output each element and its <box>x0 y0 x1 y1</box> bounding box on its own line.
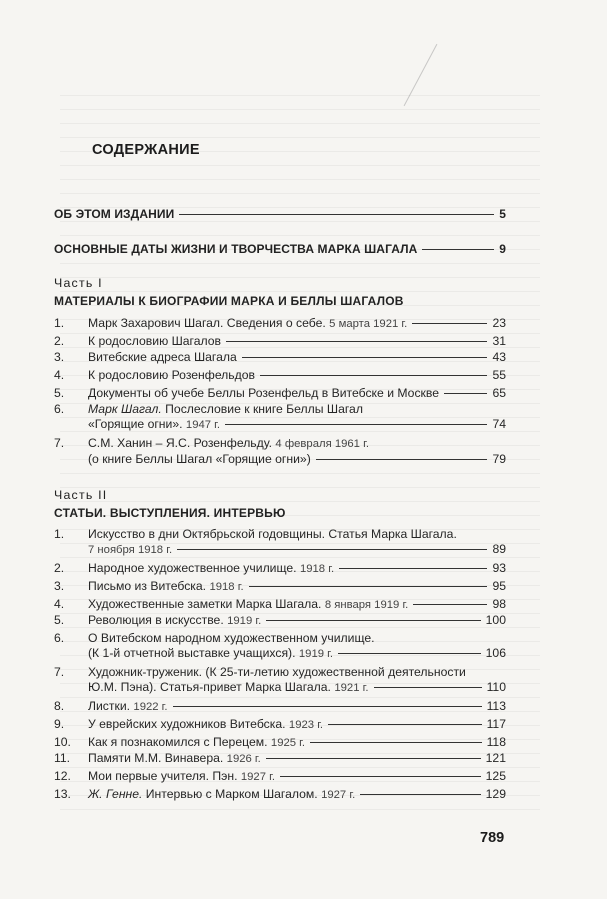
leader-line <box>413 604 487 605</box>
entry-line <box>88 316 506 332</box>
entry-line <box>88 386 506 401</box>
toc-entry-about-edition <box>54 207 506 222</box>
leader-line <box>328 724 481 725</box>
entry-number: 5. <box>54 613 65 627</box>
entry-line <box>88 735 506 751</box>
entry-number: 5. <box>54 386 65 400</box>
toc-entry <box>54 613 506 629</box>
entry-date: 5 марта 1921 г. <box>329 318 408 330</box>
entry-text: Ю.М. Пэна). Статья-привет Марка Шагала. <box>88 680 331 694</box>
entry-number: 4. <box>54 597 65 611</box>
entry-title <box>88 417 220 433</box>
entry-line <box>88 751 506 767</box>
entry-page: 98 <box>492 597 506 611</box>
entry-page: 23 <box>492 316 506 330</box>
entry-line <box>88 402 506 417</box>
author-name: Марк Шагал. <box>88 402 162 416</box>
entry-page: 5 <box>499 207 506 221</box>
entry-date: 1927 г. <box>321 789 356 801</box>
toc-entry <box>54 751 506 767</box>
entry-line <box>88 417 506 433</box>
entry-line <box>88 613 506 629</box>
entry-title <box>88 386 439 401</box>
entry-page: 121 <box>485 751 506 765</box>
entry-date: 1921 г. <box>334 682 369 694</box>
entry-text: Памяти М.М. Винавера. <box>88 751 224 765</box>
leader-line <box>226 341 487 342</box>
entry-line <box>88 665 506 680</box>
entry-text: Как я познакомился с Перецем. <box>88 735 268 749</box>
toc-entry <box>54 787 506 803</box>
leader-line <box>412 323 487 324</box>
entry-title <box>88 542 172 558</box>
entry-title <box>88 436 369 452</box>
entry-line <box>88 646 506 662</box>
entry-line <box>88 769 506 785</box>
page-number: 789 <box>480 830 505 846</box>
entry-date: 1922 г. <box>133 701 168 713</box>
entry-number: 13. <box>54 787 71 801</box>
author-name: Ж. Генне. <box>88 787 143 801</box>
entry-title <box>88 368 255 383</box>
toc-entry <box>54 334 506 349</box>
entry-number: 1. <box>54 527 65 541</box>
entry-number: 4. <box>54 368 65 382</box>
entry-page: 125 <box>485 769 506 783</box>
entry-text: Революция в искусстве. <box>88 613 224 627</box>
entry-date: 1918 г. <box>299 563 335 575</box>
entry-number: 2. <box>54 561 65 575</box>
entry-title <box>88 579 244 595</box>
entry-text: Искусство в дни Октябрьской годовщины. Статья Марка Шагала. <box>88 527 457 541</box>
entry-date: 1925 г. <box>270 737 306 749</box>
entry-line <box>88 436 506 452</box>
toc-entry <box>54 579 506 595</box>
leader-line <box>266 758 481 759</box>
leader-line <box>316 459 488 460</box>
entry-number: 2. <box>54 334 65 348</box>
toc-entry <box>54 769 506 785</box>
entry-text: Листки. <box>88 699 131 713</box>
entry-text: Художник-труженик. (К 25-ти-летию художественной деятельности <box>88 665 466 679</box>
entry-text: Марк Захарович Шагал. Сведения о себе. <box>88 316 326 330</box>
toc-entry <box>54 631 506 662</box>
leader-line <box>266 620 480 621</box>
toc-entry <box>54 527 506 558</box>
leader-line <box>338 653 481 654</box>
entry-text: С.М. Ханин – Я.С. Розенфельду. <box>88 436 273 450</box>
entry-title <box>88 717 323 733</box>
entry-title <box>88 402 363 417</box>
entry-page: 89 <box>492 542 506 556</box>
entry-page: 117 <box>486 717 506 731</box>
entry-title <box>88 561 334 577</box>
entry-line <box>88 579 506 595</box>
entry-number: 7. <box>54 665 65 679</box>
leader-line <box>339 568 487 569</box>
toc-entry <box>54 597 506 613</box>
entry-date: 1923 г. <box>288 719 324 731</box>
leader-line <box>260 375 487 376</box>
toc-entry <box>54 368 506 383</box>
entry-text: Мои первые учителя. Пэн. <box>88 769 238 783</box>
toc-entry <box>54 735 506 751</box>
toc-entry <box>54 316 506 332</box>
entry-date: 7 ноября 1918 г. <box>88 544 173 556</box>
entry-text: Витебские адреса Шагала <box>88 350 237 364</box>
entry-text: Письмо из Витебска. <box>88 579 207 593</box>
toc-entry <box>54 561 506 577</box>
leader-line <box>374 687 482 688</box>
toc-entry <box>54 436 506 467</box>
entry-date: 8 января 1919 г. <box>324 599 409 611</box>
entry-page: 9 <box>499 242 506 256</box>
entry-line <box>88 452 506 467</box>
entry-number: 11. <box>54 751 71 765</box>
leader-line <box>422 249 494 250</box>
entry-page: 74 <box>492 417 506 431</box>
entry-date: 1918 г. <box>209 581 244 593</box>
entry-line <box>88 368 506 383</box>
leader-line <box>173 706 482 707</box>
entry-title <box>88 735 305 751</box>
entry-text: К родословию Розенфельдов <box>88 368 256 382</box>
entry-title <box>88 665 466 680</box>
entry-line <box>88 527 506 542</box>
entry-line <box>88 717 506 733</box>
entry-number: 3. <box>54 579 65 593</box>
entry-page: 100 <box>485 613 506 627</box>
entry-text: (К 1-й отчетной выставке учащихся). <box>88 646 296 660</box>
entry-number: 8. <box>54 699 65 713</box>
entry-line <box>88 631 506 646</box>
toc-entry <box>54 350 506 365</box>
part-1-title: МАТЕРИАЛЫ К БИОГРАФИИ МАРКА И БЕЛЛЫ ШАГАЛОВ <box>54 294 404 308</box>
entry-page: 118 <box>486 735 506 749</box>
toc-entry <box>54 699 506 715</box>
entry-date: 1947 г. <box>185 419 221 431</box>
entry-number: 3. <box>54 350 65 364</box>
entry-line <box>88 561 506 577</box>
toc-entry <box>54 386 506 401</box>
entry-title <box>88 787 355 803</box>
entry-page: 106 <box>485 646 506 660</box>
entry-date: 1919 г. <box>298 648 334 660</box>
entry-page: 55 <box>492 368 506 382</box>
entry-title <box>88 597 408 613</box>
entry-title <box>88 751 261 767</box>
leader-line <box>280 776 481 777</box>
entry-title: ОБ ЭТОМ ИЗДАНИИ <box>54 207 175 221</box>
entry-title <box>88 613 261 629</box>
entry-line <box>88 597 506 613</box>
page-title: СОДЕРЖАНИЕ <box>92 142 200 158</box>
entry-line <box>88 787 506 803</box>
entry-date: 1927 г. <box>240 771 276 783</box>
leader-line <box>177 549 487 550</box>
leader-line <box>310 742 482 743</box>
entry-text: «Горящие огни». <box>88 417 183 431</box>
toc-entry <box>54 665 506 696</box>
toc-entry <box>54 402 506 433</box>
entry-page: 129 <box>485 787 506 801</box>
part-2-label: Часть II <box>54 488 108 502</box>
entry-line <box>88 334 506 349</box>
entry-text: О Витебском народном художественном училище. <box>88 631 375 645</box>
leader-line <box>360 794 480 795</box>
leader-line <box>225 424 487 425</box>
entry-text: К родословию Шагалов <box>88 334 221 348</box>
entry-title <box>88 631 375 646</box>
entry-number: 10. <box>54 735 71 749</box>
part-1-label: Часть I <box>54 276 103 290</box>
entry-line <box>88 699 506 715</box>
entry-page: 65 <box>492 386 506 400</box>
entry-text: У еврейских художников Витебска. <box>88 717 286 731</box>
entry-page: 31 <box>492 334 506 348</box>
entry-text: Художественные заметки Марка Шагала. <box>88 597 322 611</box>
toc-entry <box>54 717 506 733</box>
entry-number: 12. <box>54 769 71 783</box>
entry-date: 1926 г. <box>226 753 261 765</box>
toc-entry-main-dates <box>54 242 506 257</box>
entry-line <box>88 542 506 558</box>
entry-number: 9. <box>54 717 65 731</box>
part-2-title: СТАТЬИ. ВЫСТУПЛЕНИЯ. ИНТЕРВЬЮ <box>54 506 286 520</box>
entry-text: Интервью с Марком Шагалом. <box>145 787 318 801</box>
leader-line <box>444 393 487 394</box>
entry-page: 79 <box>492 452 506 466</box>
entry-title <box>88 646 333 662</box>
entry-number: 6. <box>54 631 65 645</box>
entry-title <box>88 769 275 785</box>
entry-number: 6. <box>54 402 65 416</box>
entry-date: 1919 г. <box>227 615 262 627</box>
leader-line <box>242 357 488 358</box>
entry-title: ОСНОВНЫЕ ДАТЫ ЖИЗНИ И ТВОРЧЕСТВА МАРКА ШАГАЛА <box>54 242 418 256</box>
entry-text: (о книге Беллы Шагал «Горящие огни») <box>88 452 311 466</box>
entry-page: 95 <box>492 579 506 593</box>
entry-title <box>88 350 237 365</box>
entry-date: 4 февраля 1961 г. <box>275 438 369 450</box>
entry-page: 93 <box>492 561 506 575</box>
entry-page: 113 <box>486 699 506 713</box>
entry-title <box>88 316 407 332</box>
entry-title <box>88 680 369 696</box>
entry-page: 43 <box>492 350 506 364</box>
entry-line <box>88 350 506 365</box>
entry-title <box>88 452 311 467</box>
entry-title <box>88 527 457 542</box>
entry-number: 7. <box>54 436 65 450</box>
entry-line <box>88 680 506 696</box>
leader-line <box>249 586 488 587</box>
entry-title <box>88 699 168 715</box>
entry-title <box>88 334 221 349</box>
entry-page: 110 <box>486 680 506 694</box>
entry-number: 1. <box>54 316 65 330</box>
leader-line <box>179 214 494 215</box>
entry-text: Документы об учебе Беллы Розенфельд в Витебске и Москве <box>88 386 439 400</box>
entry-text: Послесловие к книге Беллы Шагал <box>165 402 363 416</box>
entry-text: Народное художественное училище. <box>88 561 297 575</box>
